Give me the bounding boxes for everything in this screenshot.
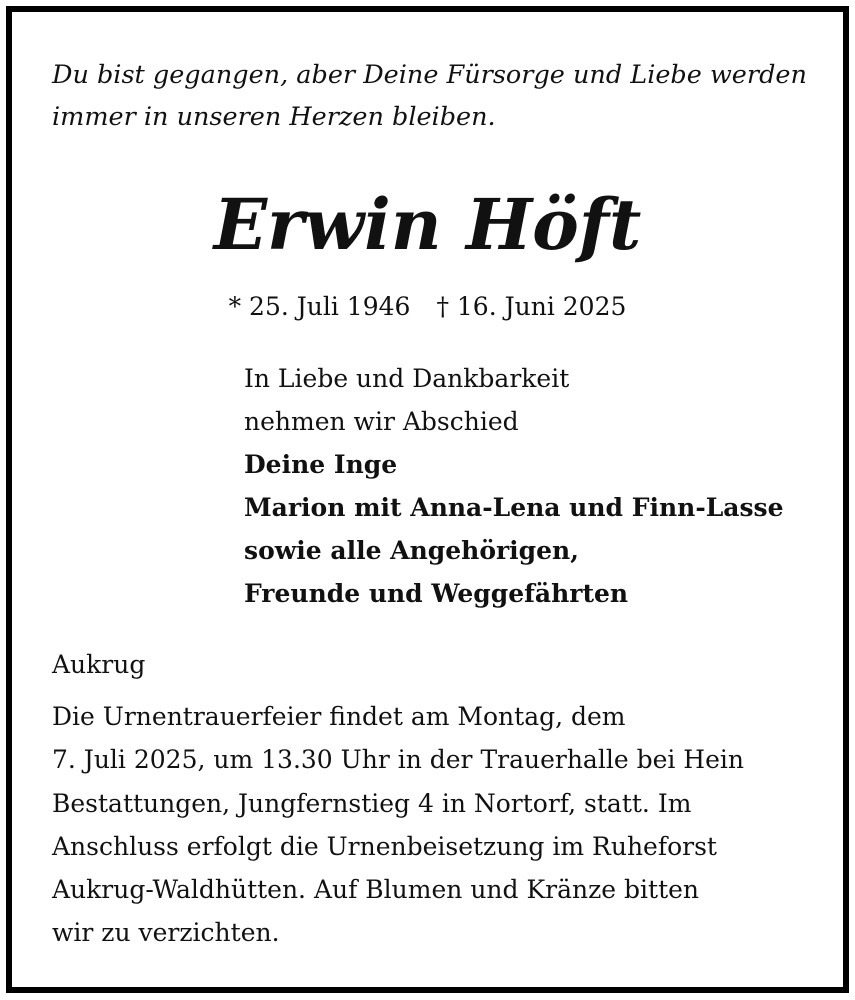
mourner-name: Deine Inge — [244, 450, 398, 479]
place-name: Aukrug — [52, 650, 146, 679]
funeral-notice — [52, 695, 832, 955]
notice-line: Die Urnentrauerfeier findet am Montag, dem — [52, 702, 626, 731]
quote-line: Du bist gegangen, aber Deine Fürsorge und Liebe werden — [52, 60, 807, 90]
quote-line: immer in unseren Herzen bleiben. — [52, 102, 496, 132]
notice-line: Aukrug-Waldhütten. Auf Blumen und Kränze bitten — [52, 875, 700, 905]
mourner-name: sowie alle Angehörigen, — [244, 536, 579, 565]
notice-line: Anschluss erfolgt die Urnenbeisetzung im Ruheforst — [52, 831, 717, 861]
mourner-name: Freunde und Weggefährten — [244, 579, 629, 608]
farewell-line: In Liebe und Dankbarkeit — [244, 364, 570, 393]
notice-line: wir zu verzichten. — [52, 918, 280, 948]
birth-date: * 25. Juli 1946 — [228, 292, 411, 321]
farewell-line: nehmen wir Abschied — [244, 407, 519, 436]
mourners-block — [244, 357, 844, 615]
memorial-quote — [52, 54, 812, 138]
notice-line: 7. Juli 2025, um 13.30 Uhr in der Trauerhalle bei Hein — [52, 745, 745, 775]
notice-line: Bestattungen, Jungfernstieg 4 in Nortorf, statt. Im — [52, 788, 692, 818]
mourner-name: Marion mit Anna-Lena und Finn-Lasse — [244, 493, 784, 522]
deceased-name: Erwin Höft — [213, 183, 642, 266]
life-dates — [0, 287, 855, 327]
death-date: † 16. Juni 2025 — [436, 292, 627, 321]
